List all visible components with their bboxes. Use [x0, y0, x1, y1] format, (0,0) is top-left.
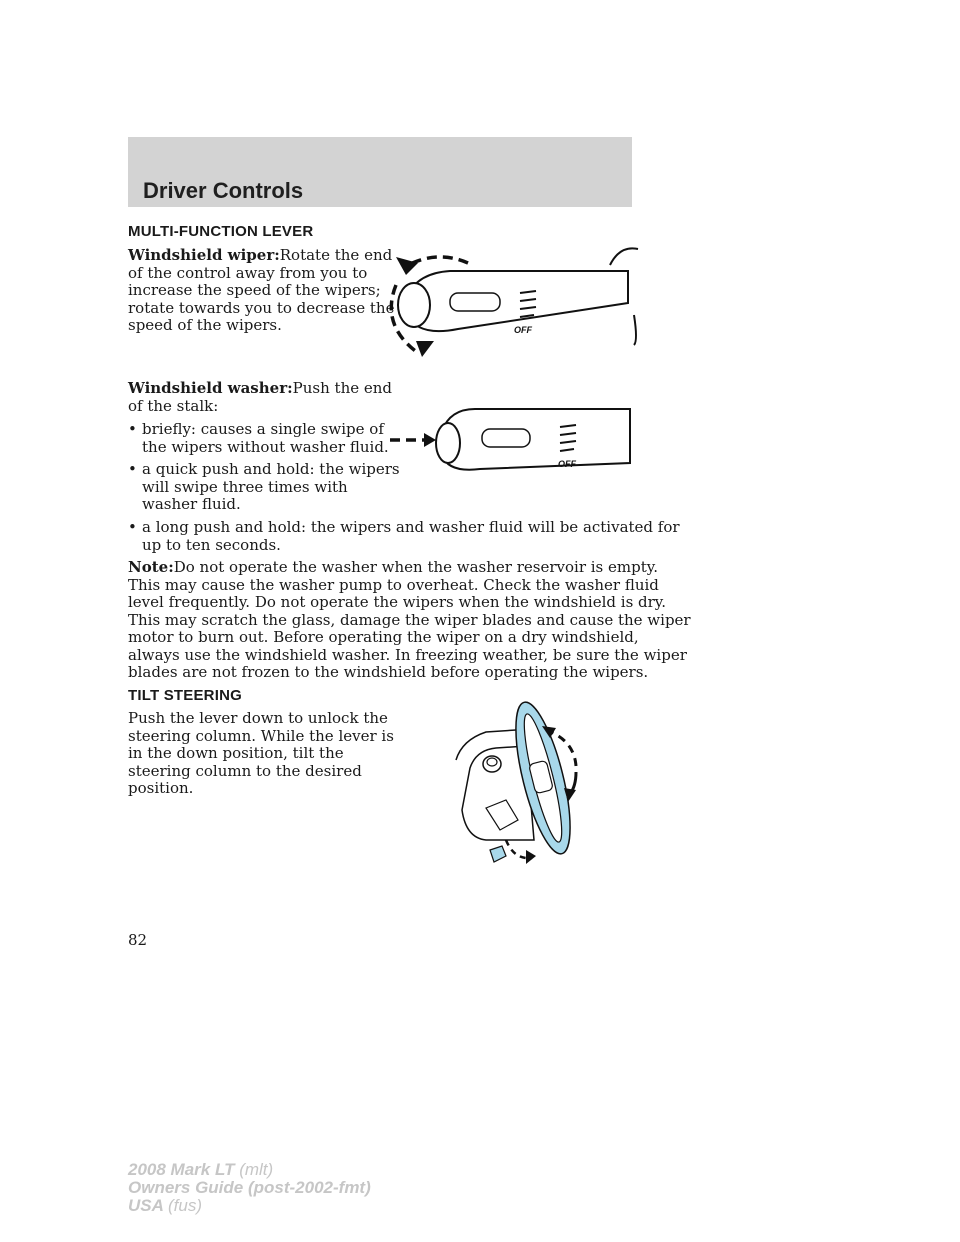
- tilt-line: steering column to the desired: [128, 761, 362, 780]
- wiper-line: increase the speed of the wipers;: [128, 281, 381, 299]
- note-paragraph: [128, 559, 691, 682]
- heading-multi-function-lever: MULTI-FUNCTION LEVER: [128, 223, 314, 240]
- note-line: level frequently. Do not operate the wipers when the windshield is dry.: [128, 593, 667, 611]
- heading-tilt-steering: TILT STEERING: [128, 687, 242, 704]
- bullet-line: the wipers without washer fluid.: [142, 437, 389, 456]
- bullet-line: washer fluid.: [142, 495, 241, 513]
- washer-line: of the stalk:: [128, 396, 219, 415]
- page-number: 82: [128, 931, 148, 949]
- wiper-line: speed of the wipers.: [128, 316, 282, 334]
- note-line: Do not operate the washer when the washer reservoir is empty.: [173, 558, 659, 576]
- section-title: Driver Controls: [143, 178, 304, 203]
- note-line: always use the windshield washer. In freezing weather, be sure the wiper: [128, 645, 687, 664]
- washer-push-illustration: [390, 403, 635, 483]
- wiper-label: Windshield wiper:: [128, 246, 280, 264]
- tilt-line: steering column. While the lever is: [128, 726, 394, 745]
- tilt-line: in the down position, tilt the: [128, 744, 344, 762]
- bullet-item: • a long push and hold: the wipers and washer fluid will be activated for up to ten seconds.: [128, 518, 680, 554]
- wiper-line: of the control away from you to: [128, 263, 368, 282]
- wiper-lever-rotate-illustration: [388, 245, 638, 360]
- wiper-line: rotate towards you to decrease the: [128, 298, 395, 317]
- note-line: motor to burn out. Before operating the wiper on a dry windshield,: [128, 628, 639, 646]
- note-label: Note:: [128, 558, 174, 576]
- note-line: This may cause the washer pump to overheat. Check the washer fluid: [128, 575, 659, 594]
- washer-line: Push the end: [292, 379, 393, 397]
- footer-market-code: (fus): [168, 1196, 202, 1215]
- footer: [128, 1161, 371, 1215]
- note-line: This may scratch the glass, damage the wiper blades and cause the wiper: [128, 610, 691, 629]
- note-line: blades are not frozen to the windshield before operating the wipers.: [128, 663, 649, 681]
- tilt-line: Push the lever down to unlock the: [128, 709, 388, 727]
- bullet-line: will swipe three times with: [142, 477, 348, 496]
- footer-model: 2008 Mark LT: [128, 1160, 235, 1179]
- wiper-paragraph: [128, 247, 394, 335]
- footer-guide: Owners Guide (post-2002-fmt): [128, 1178, 371, 1197]
- bullet-item: • a quick push and hold: the wipers will swipe three times with washer fluid.: [128, 460, 400, 513]
- bullet-line: a long push and hold: the wipers and washer fluid will be activated for: [142, 518, 680, 536]
- lever-off-label: OFF: [514, 325, 532, 335]
- footer-market: USA: [128, 1196, 164, 1215]
- tilt-paragraph: [128, 710, 394, 798]
- tilt-steering-illustration: [456, 690, 591, 875]
- bullet-line: a quick push and hold: the wipers: [142, 460, 400, 478]
- lever-off-label: OFF: [558, 459, 576, 469]
- washer-paragraph: [128, 380, 392, 415]
- wiper-line: Rotate the end: [279, 246, 393, 264]
- washer-label: Windshield washer:: [128, 379, 293, 397]
- bullet-line: briefly: causes a single swipe of: [142, 420, 384, 438]
- bullet-item: • briefly: causes a single swipe of the wipers without washer fluid.: [128, 420, 389, 456]
- footer-model-code: (mlt): [239, 1160, 274, 1179]
- tilt-line: position.: [128, 779, 194, 797]
- bullet-line: up to ten seconds.: [142, 535, 281, 554]
